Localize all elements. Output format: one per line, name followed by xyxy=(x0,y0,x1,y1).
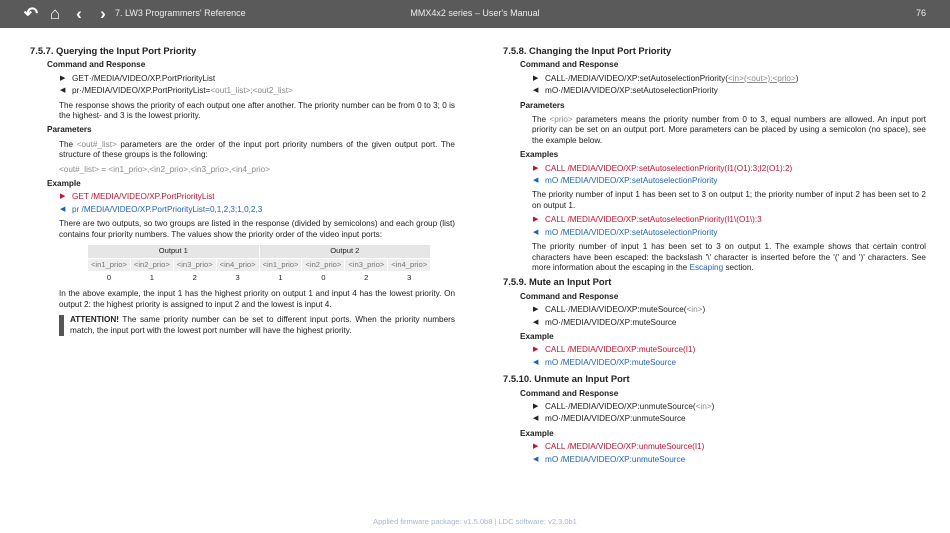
top-bar xyxy=(0,0,950,28)
response-line: ◀ mO·/MEDIA/VIDEO/XP:setAutoselectionPriority xyxy=(533,86,926,96)
table-cell: 3 xyxy=(216,271,259,284)
example-response: ◀ pr /MEDIA/VIDEO/XP.PortPriorityList=0,1,2,3;1,0,2,3 xyxy=(60,205,455,215)
table-col-header: <in4_prio> xyxy=(216,258,259,271)
back-icon[interactable]: ↶ xyxy=(23,4,39,23)
command-line: ▶ CALL·/MEDIA/VIDEO/XP:unmuteSource(<in>) xyxy=(533,402,926,412)
subheading: Command and Response xyxy=(520,291,619,301)
subheading: Example xyxy=(520,331,554,341)
example-command: ▶ CALL /MEDIA/VIDEO/XP:setAutoselectionPriority(I1(O1):3;I2(O1):2) xyxy=(533,164,926,174)
example-command: ▶ CALL /MEDIA/VIDEO/XP:muteSource(I1) xyxy=(533,345,926,355)
command-line: ▶ CALL·/MEDIA/VIDEO/XP:muteSource(<in>) xyxy=(533,305,926,315)
example-response: ◀ mO /MEDIA/VIDEO/XP:setAutoselectionPriority xyxy=(533,228,926,238)
command-line: ▶ GET·/MEDIA/VIDEO/XP.PortPriorityList xyxy=(60,74,455,84)
paragraph: In the above example, the input 1 has the highest priority on output 1 and input 4 has the lowest priority. On output 2: the highest priority is assigned to input 2 and the lowest is input 4. xyxy=(59,289,455,309)
table-col-header: <in1_prio> xyxy=(259,258,302,271)
page-number: 76 xyxy=(915,8,926,18)
priority-table xyxy=(87,244,431,285)
example-response: ◀ mO /MEDIA/VIDEO/XP:muteSource xyxy=(533,358,926,368)
table-col-header: <in4_prio> xyxy=(388,258,431,271)
subheading: Example xyxy=(47,179,81,189)
table-cell: 1 xyxy=(130,271,173,284)
right-column xyxy=(503,46,926,467)
structure-line: <out#_list> = <in1_prio>,<in2_prio>,<in3_prio>,<in4_prio> xyxy=(59,164,270,174)
paragraph: The priority number of input 1 has been set to 3 on output 1. The example shows that certain control characters have been escaped: the backslash '\' character is inserted before the '(' and ')' characters. See more information about the escaping in the Escaping section. xyxy=(532,242,926,272)
table-col-header: <in2_prio> xyxy=(130,258,173,271)
command-line: ▶ CALL·/MEDIA/VIDEO/XP:setAutoselectionPriority(<in>(<out>):<prio>) xyxy=(533,74,926,84)
section-title: 7.5.7. Querying the Input Port Priority xyxy=(30,45,197,56)
subheading: Parameters xyxy=(47,125,92,135)
example-command: ▶ CALL /MEDIA/VIDEO/XP:unmuteSource(I1) xyxy=(533,442,926,452)
subheading: Examples xyxy=(520,150,559,160)
paragraph: The <prio> parameters means the priority number from 0 to 3, equal numbers are allowed. An input port priority can be set on an output port. More parameters can be placed by using a semicolon (no space), see the example below. xyxy=(532,115,927,145)
example-command: ▶ CALL /MEDIA/VIDEO/XP:setAutoselectionPriority(I1\(O1\):3 xyxy=(533,215,926,225)
left-column xyxy=(30,46,455,336)
subheading: Command and Response xyxy=(47,60,146,70)
table-col-header: <in2_prio> xyxy=(302,258,345,271)
subheading: Example xyxy=(520,428,554,438)
subheading: Command and Response xyxy=(520,388,619,398)
table-cell: 0 xyxy=(88,271,131,284)
section-title: 7.5.10. Unmute an Input Port xyxy=(503,373,630,385)
response-line: ◀ pr·/MEDIA/VIDEO/XP.PortPriorityList=<out1_list>;<out2_list> xyxy=(60,86,455,96)
table-col-header: <in3_prio> xyxy=(345,258,388,271)
paragraph: There are two outputs, so two groups are listed in the response (divided by semicolons) and each group (list) contains four priority numbers. The values show the priority order of the video input ports: xyxy=(59,219,455,239)
example-response: ◀ mO /MEDIA/VIDEO/XP:setAutoselectionPriority xyxy=(533,176,926,186)
attention-box: ATTENTION! The same priority number can be set to different input ports. When the priority numbers match, the input port with the lowest port number will have the highest priority. xyxy=(59,315,455,336)
table-col-header: <in3_prio> xyxy=(173,258,216,271)
table-cell: 2 xyxy=(345,271,388,284)
chevron-left-icon[interactable]: ‹ xyxy=(76,4,82,23)
paragraph: The priority number of input 1 has been set to 3 on output 1; the priority number of input 2 has been set to 2 on output 1. xyxy=(532,190,926,210)
example-command: ▶ GET /MEDIA/VIDEO/XP.PortPriorityList xyxy=(60,192,455,202)
section-title: 7.5.8. Changing the Input Port Priority xyxy=(503,45,672,56)
response-line: ◀ mO·/MEDIA/VIDEO/XP:muteSource xyxy=(533,318,926,328)
table-col-header: <in1_prio> xyxy=(88,258,131,271)
footer: Applied firmware package: v1.5.0b8 | LDC software: v2.3.0b1 xyxy=(373,517,577,526)
manual-title: MMX4x2 series – User's Manual xyxy=(410,8,540,18)
table-cell: 3 xyxy=(388,271,431,284)
paragraph: The <out#_list> parameters are the order of the input port priority numbers of the given output port. The structure of these groups is the following: xyxy=(59,139,455,160)
table-cell: 1 xyxy=(259,271,302,284)
table-cell: 0 xyxy=(302,271,345,284)
chevron-right-icon[interactable]: › xyxy=(100,4,106,23)
table-group-header: Output 2 xyxy=(259,245,431,258)
subheading: Command and Response xyxy=(520,60,619,70)
section-title: 7.5.9. Mute an Input Port xyxy=(503,276,612,288)
chapter-title: 7. LW3 Programmers' Reference xyxy=(115,8,246,18)
escaping-link[interactable]: Escaping xyxy=(689,262,724,272)
subheading: Parameters xyxy=(520,100,565,110)
table-group-header: Output 1 xyxy=(88,245,260,258)
home-icon[interactable]: ⌂ xyxy=(49,4,61,23)
response-line: ◀ mO·/MEDIA/VIDEO/XP:unmuteSource xyxy=(533,414,926,424)
table-cell: 2 xyxy=(173,271,216,284)
example-response: ◀ mO /MEDIA/VIDEO/XP:unmuteSource xyxy=(533,455,926,465)
paragraph: The response shows the priority of each output one after another. The priority number can be from 0 to 3; 0 is the highest- and 3 is the lowest priority. xyxy=(59,100,455,121)
